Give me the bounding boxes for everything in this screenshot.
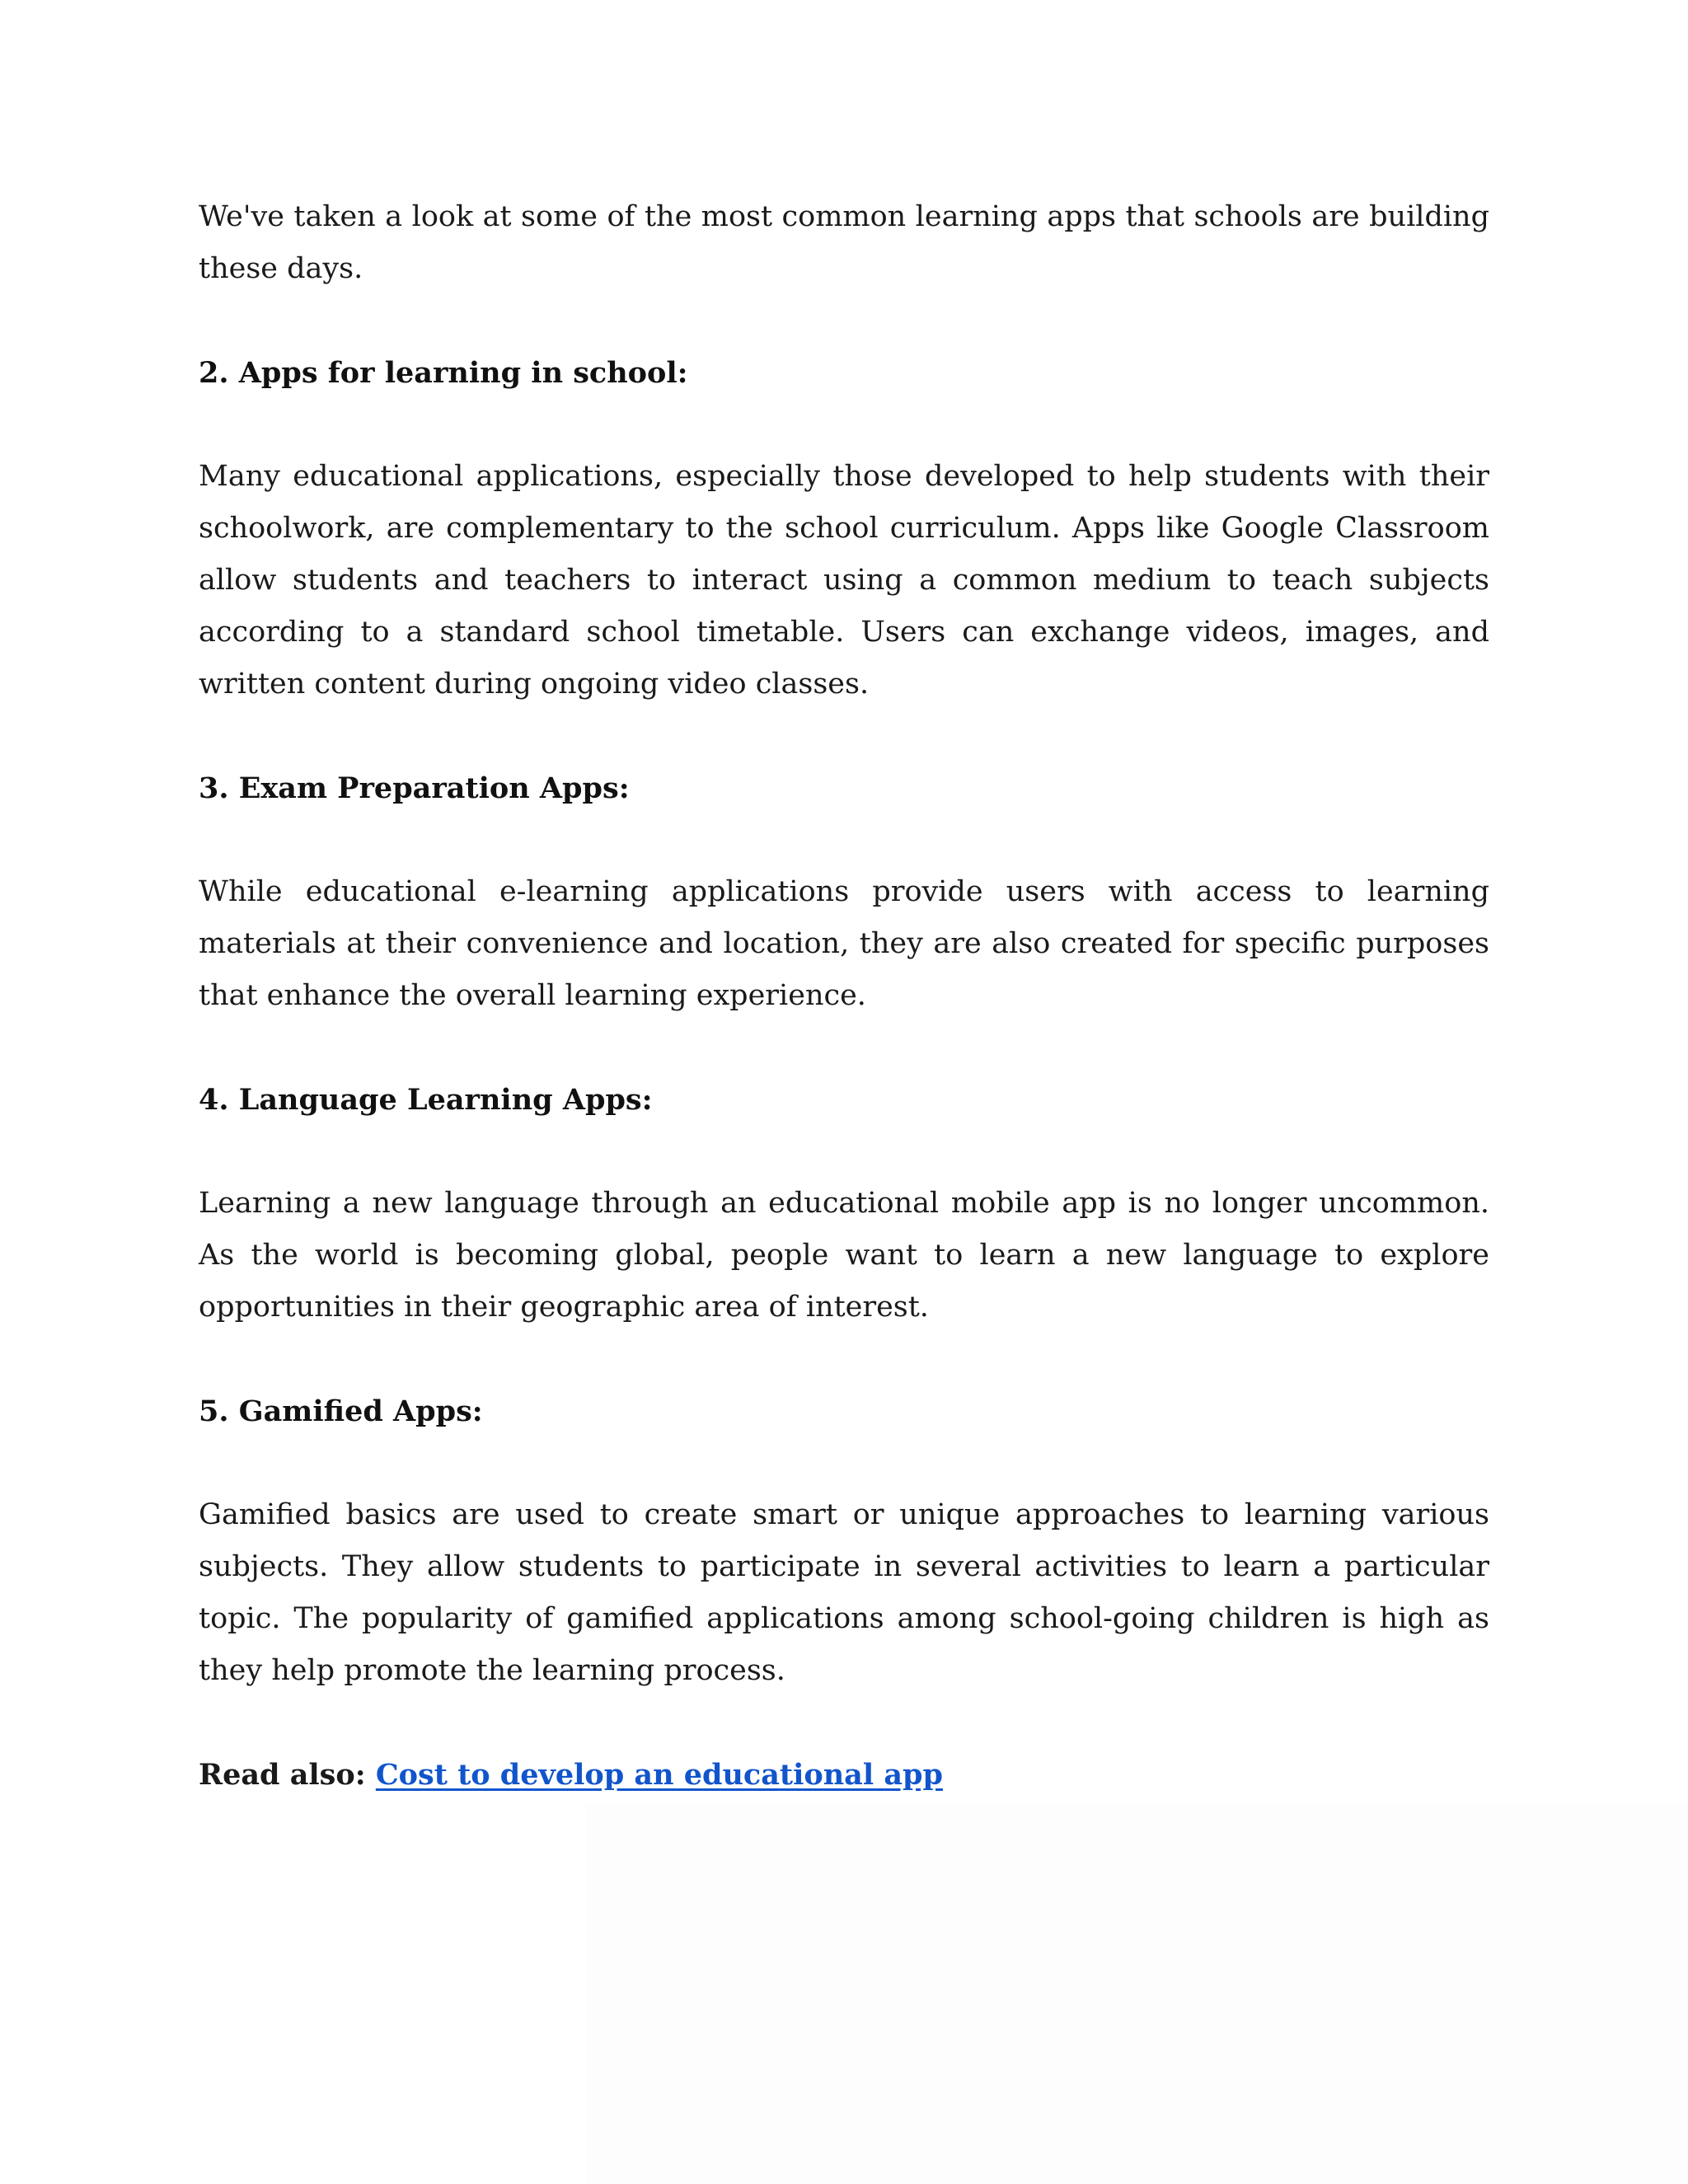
read-also-line [199,1749,1489,1801]
document-content [199,191,1489,1801]
section-heading-language-learning: 4. Language Learning Apps: [199,1083,653,1117]
section-body-exam-preparation: While educational e-learning applications provide users with access to learning materials at their convenience and location, they are also created for specific purposes that enhance the overall learning experience. [199,875,1489,1012]
section-body-language-learning: Learning a new language through an educational mobile app is no longer uncommon. As the world is becoming global, people want to learn a new language to explore opportunities in their geographic area of interest. [199,1187,1489,1324]
page-shade [587,1805,1688,2184]
read-also-link[interactable]: Cost to develop an educational app [375,1758,943,1792]
section-body-apps-in-school: Many educational applications, especially those developed to help students with their schoolwork, are complementary to the school curriculum. Apps like Google Classroom allow students and teachers to interact using a common medium to teach subjects according to a standard school timetable. Users can exchange videos, images, and written content during ongoing video classes. [199,460,1489,701]
read-also-label: Read also: [199,1758,366,1792]
section-heading-gamified: 5. Gamified Apps: [199,1394,483,1428]
section-body-gamified: Gamified basics are used to create smart or unique approaches to learning various subjects. They allow students to participate in several activities to learn a particular topic. The popularity of gamified applications among school-going children is high as they help promote the learning process. [199,1498,1489,1687]
section-heading-exam-preparation: 3. Exam Preparation Apps: [199,771,630,805]
intro-paragraph: We've taken a look at some of the most common learning apps that schools are building these days. [199,200,1489,285]
section-heading-apps-in-school: 2. Apps for learning in school: [199,356,688,390]
